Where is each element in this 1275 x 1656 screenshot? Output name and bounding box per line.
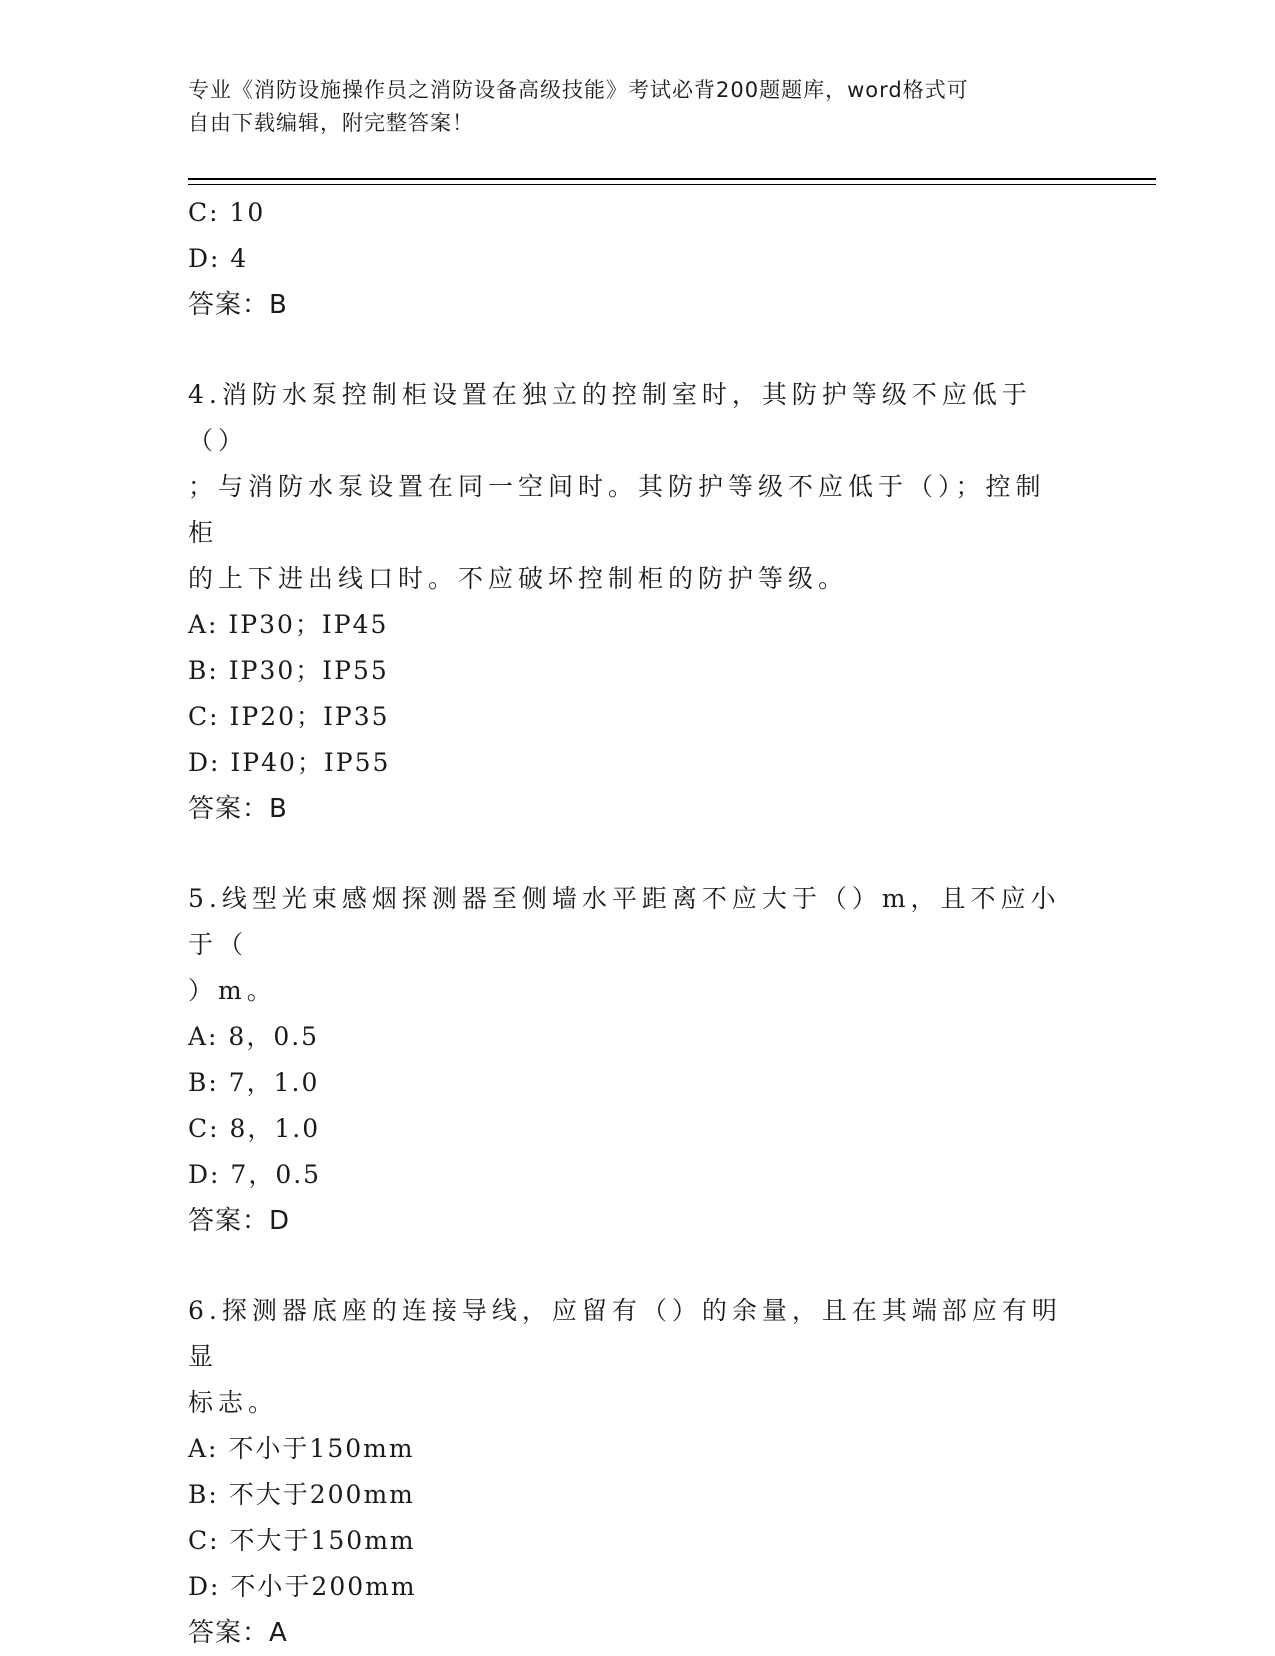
question-stem-line: 标志。 xyxy=(188,1388,279,1417)
option-c: C: 8，1.0 xyxy=(188,1114,321,1143)
question-stem-line: 的上下进出线口时。不应破坏控制柜的防护等级。 xyxy=(188,564,849,593)
question-stem-line: 6.探测器底座的连接导线，应留有（）的余量，且在其端部应有明显 xyxy=(188,1296,1062,1371)
question-stem-line: ；与消防水泵设置在同一空间时。其防护等级不应低于（）；控制柜 xyxy=(188,472,1046,547)
spacer xyxy=(188,328,1068,372)
question-stem-line: ）m。 xyxy=(188,976,277,1005)
option-c: C: IP20；IP35 xyxy=(188,702,390,731)
header-rule-thick xyxy=(188,178,1156,180)
header-line-2: 自由下载编辑，附完整答案！ xyxy=(188,111,474,135)
answer-line: 答案：B xyxy=(188,794,288,824)
option-a: A: IP30；IP45 xyxy=(188,610,389,639)
option-b: B: 不大于200mm xyxy=(188,1480,415,1509)
question-stem-line: 4.消防水泵控制柜设置在独立的控制室时，其防护等级不应低于（） xyxy=(188,380,1032,455)
spacer xyxy=(188,832,1068,876)
question-6 xyxy=(188,1288,1068,1656)
question-3-tail xyxy=(188,190,1068,328)
option-c: C: 10 xyxy=(188,198,266,227)
option-c: C: 不大于150mm xyxy=(188,1526,416,1555)
option-d: D: 不小于200mm xyxy=(188,1572,417,1601)
spacer xyxy=(188,1244,1068,1288)
header-rule-thin xyxy=(188,184,1156,185)
option-b: B: IP30；IP55 xyxy=(188,656,389,685)
document-header xyxy=(188,74,1068,140)
answer-line: 答案：D xyxy=(188,1206,291,1236)
question-4 xyxy=(188,372,1068,832)
option-d: D: 7，0.5 xyxy=(188,1160,322,1189)
answer-line: 答案：A xyxy=(188,1618,288,1648)
question-stem-line: 5.线型光束感烟探测器至侧墙水平距离不应大于（）m，且不应小于（ xyxy=(188,884,1061,959)
option-a: A: 不小于150mm xyxy=(188,1434,415,1463)
option-d: D: 4 xyxy=(188,244,249,273)
header-line-1: 专业《消防设施操作员之消防设备高级技能》考试必背200题题库，word格式可 xyxy=(188,78,969,102)
option-a: A: 8，0.5 xyxy=(188,1022,320,1051)
option-d: D: IP40；IP55 xyxy=(188,748,391,777)
option-b: B: 7，1.0 xyxy=(188,1068,320,1097)
answer-line: 答案：B xyxy=(188,290,288,320)
question-list xyxy=(188,190,1068,1656)
question-5 xyxy=(188,876,1068,1244)
